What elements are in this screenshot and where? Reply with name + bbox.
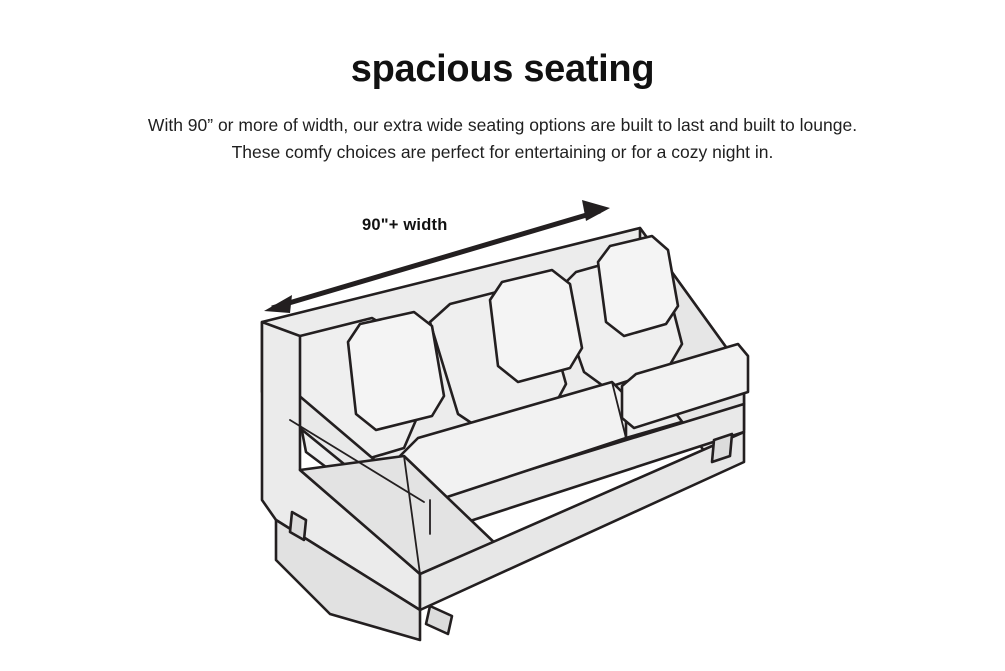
page-title: spacious seating [350, 48, 655, 90]
subtitle-line-2: These comfy choices are perfect for entertaining or for a cozy night in. [231, 142, 774, 162]
throw-pillow-left [348, 312, 444, 430]
throw-pillow-far-right [598, 236, 678, 336]
throw-pillow-right [490, 270, 582, 382]
sofa-leg-front-left [426, 606, 452, 634]
subtitle-line-1: With 90” or more of width, our extra wide seating options are built to last and built to lounge. [147, 115, 858, 135]
dimension-label: 90"+ width [362, 216, 448, 234]
